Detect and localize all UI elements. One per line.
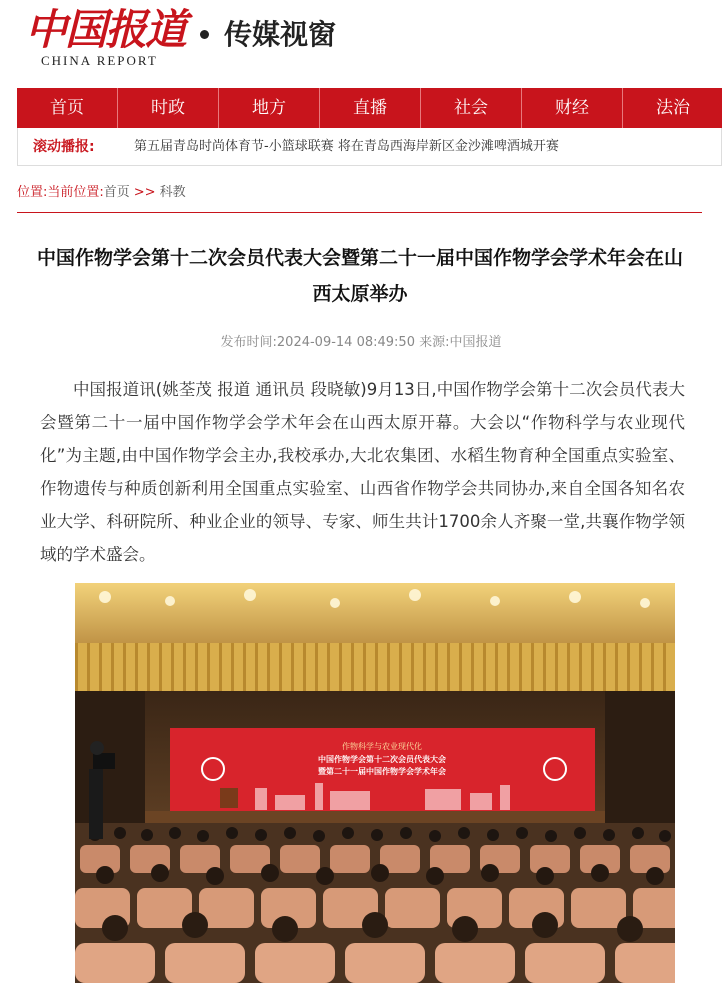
- nav-item-society[interactable]: 社会: [421, 88, 522, 128]
- breadcrumb-category[interactable]: 科教: [159, 185, 186, 200]
- nav-item-politics[interactable]: 时政: [118, 88, 219, 128]
- podium: [220, 788, 238, 808]
- nav-item-law[interactable]: 法治: [623, 88, 722, 128]
- site-logo[interactable]: [25, 6, 185, 72]
- ticker-label: 滚动播报:: [33, 139, 95, 155]
- banner-theme: 作物科学与农业现代化: [342, 742, 422, 751]
- site-header: [0, 0, 722, 88]
- article-title: 中国作物学会第十二次会员代表大会暨第二十一届中国作物学会学术年会在山西太原举办: [36, 247, 683, 305]
- breadcrumb-separator: >>: [133, 185, 156, 200]
- article-photo: [75, 583, 675, 983]
- stage-edge: [145, 811, 605, 825]
- banner-title-line2: 暨第二十一届中国作物学会学术年会: [318, 767, 446, 776]
- curtain-valance: [75, 643, 675, 691]
- breadcrumb-prefix: 位置:当前位置:: [17, 185, 104, 200]
- news-ticker: [17, 128, 722, 166]
- main-nav: [17, 88, 722, 128]
- ticker-headline[interactable]: 第五届青岛时尚体育节-小篮球联赛 将在青岛西海岸新区金沙滩啤酒城开赛: [134, 139, 559, 154]
- nav-item-finance[interactable]: 财经: [522, 88, 623, 128]
- article-meta: 发布时间:2024-09-14 08:49:50 来源:中国报道: [220, 335, 502, 350]
- breadcrumb: [17, 183, 702, 213]
- banner-title-line1: 中国作物学会第十二次会员代表大会: [318, 755, 446, 764]
- logo-chinese: 中国报道: [25, 5, 186, 54]
- breadcrumb-home[interactable]: 首页: [103, 185, 130, 200]
- article-paragraph: 中国报道讯(姚荃茂 报道 通讯员 段晓敏)9月13日,中国作物学会第十二次会员代表大会暨第二十一届中国作物学会学术年会在山西太原开幕。大会以“作物科学与农业现代化”为主题,由中国作物学会主办,我校承办,大北农集团、水稻生物育种全国重点实验室、作物遗传与种质创新利用全国重点实验室、山西省作物学会共同协办,来自全国各知名农业大学、科研院所、种业企业的领导、专家、师生共计1700余人齐聚一堂,共襄作物学领域的学术盛会。: [40, 380, 685, 564]
- section-title: 传媒视窗: [224, 18, 337, 51]
- conference-hall-illustration: [75, 583, 675, 983]
- separator-dot: [200, 30, 209, 39]
- logo-english: CHINA REPORT: [41, 53, 158, 68]
- nav-item-local[interactable]: 地方: [219, 88, 320, 128]
- nav-item-live[interactable]: 直播: [320, 88, 421, 128]
- nav-item-home[interactable]: 首页: [17, 88, 118, 128]
